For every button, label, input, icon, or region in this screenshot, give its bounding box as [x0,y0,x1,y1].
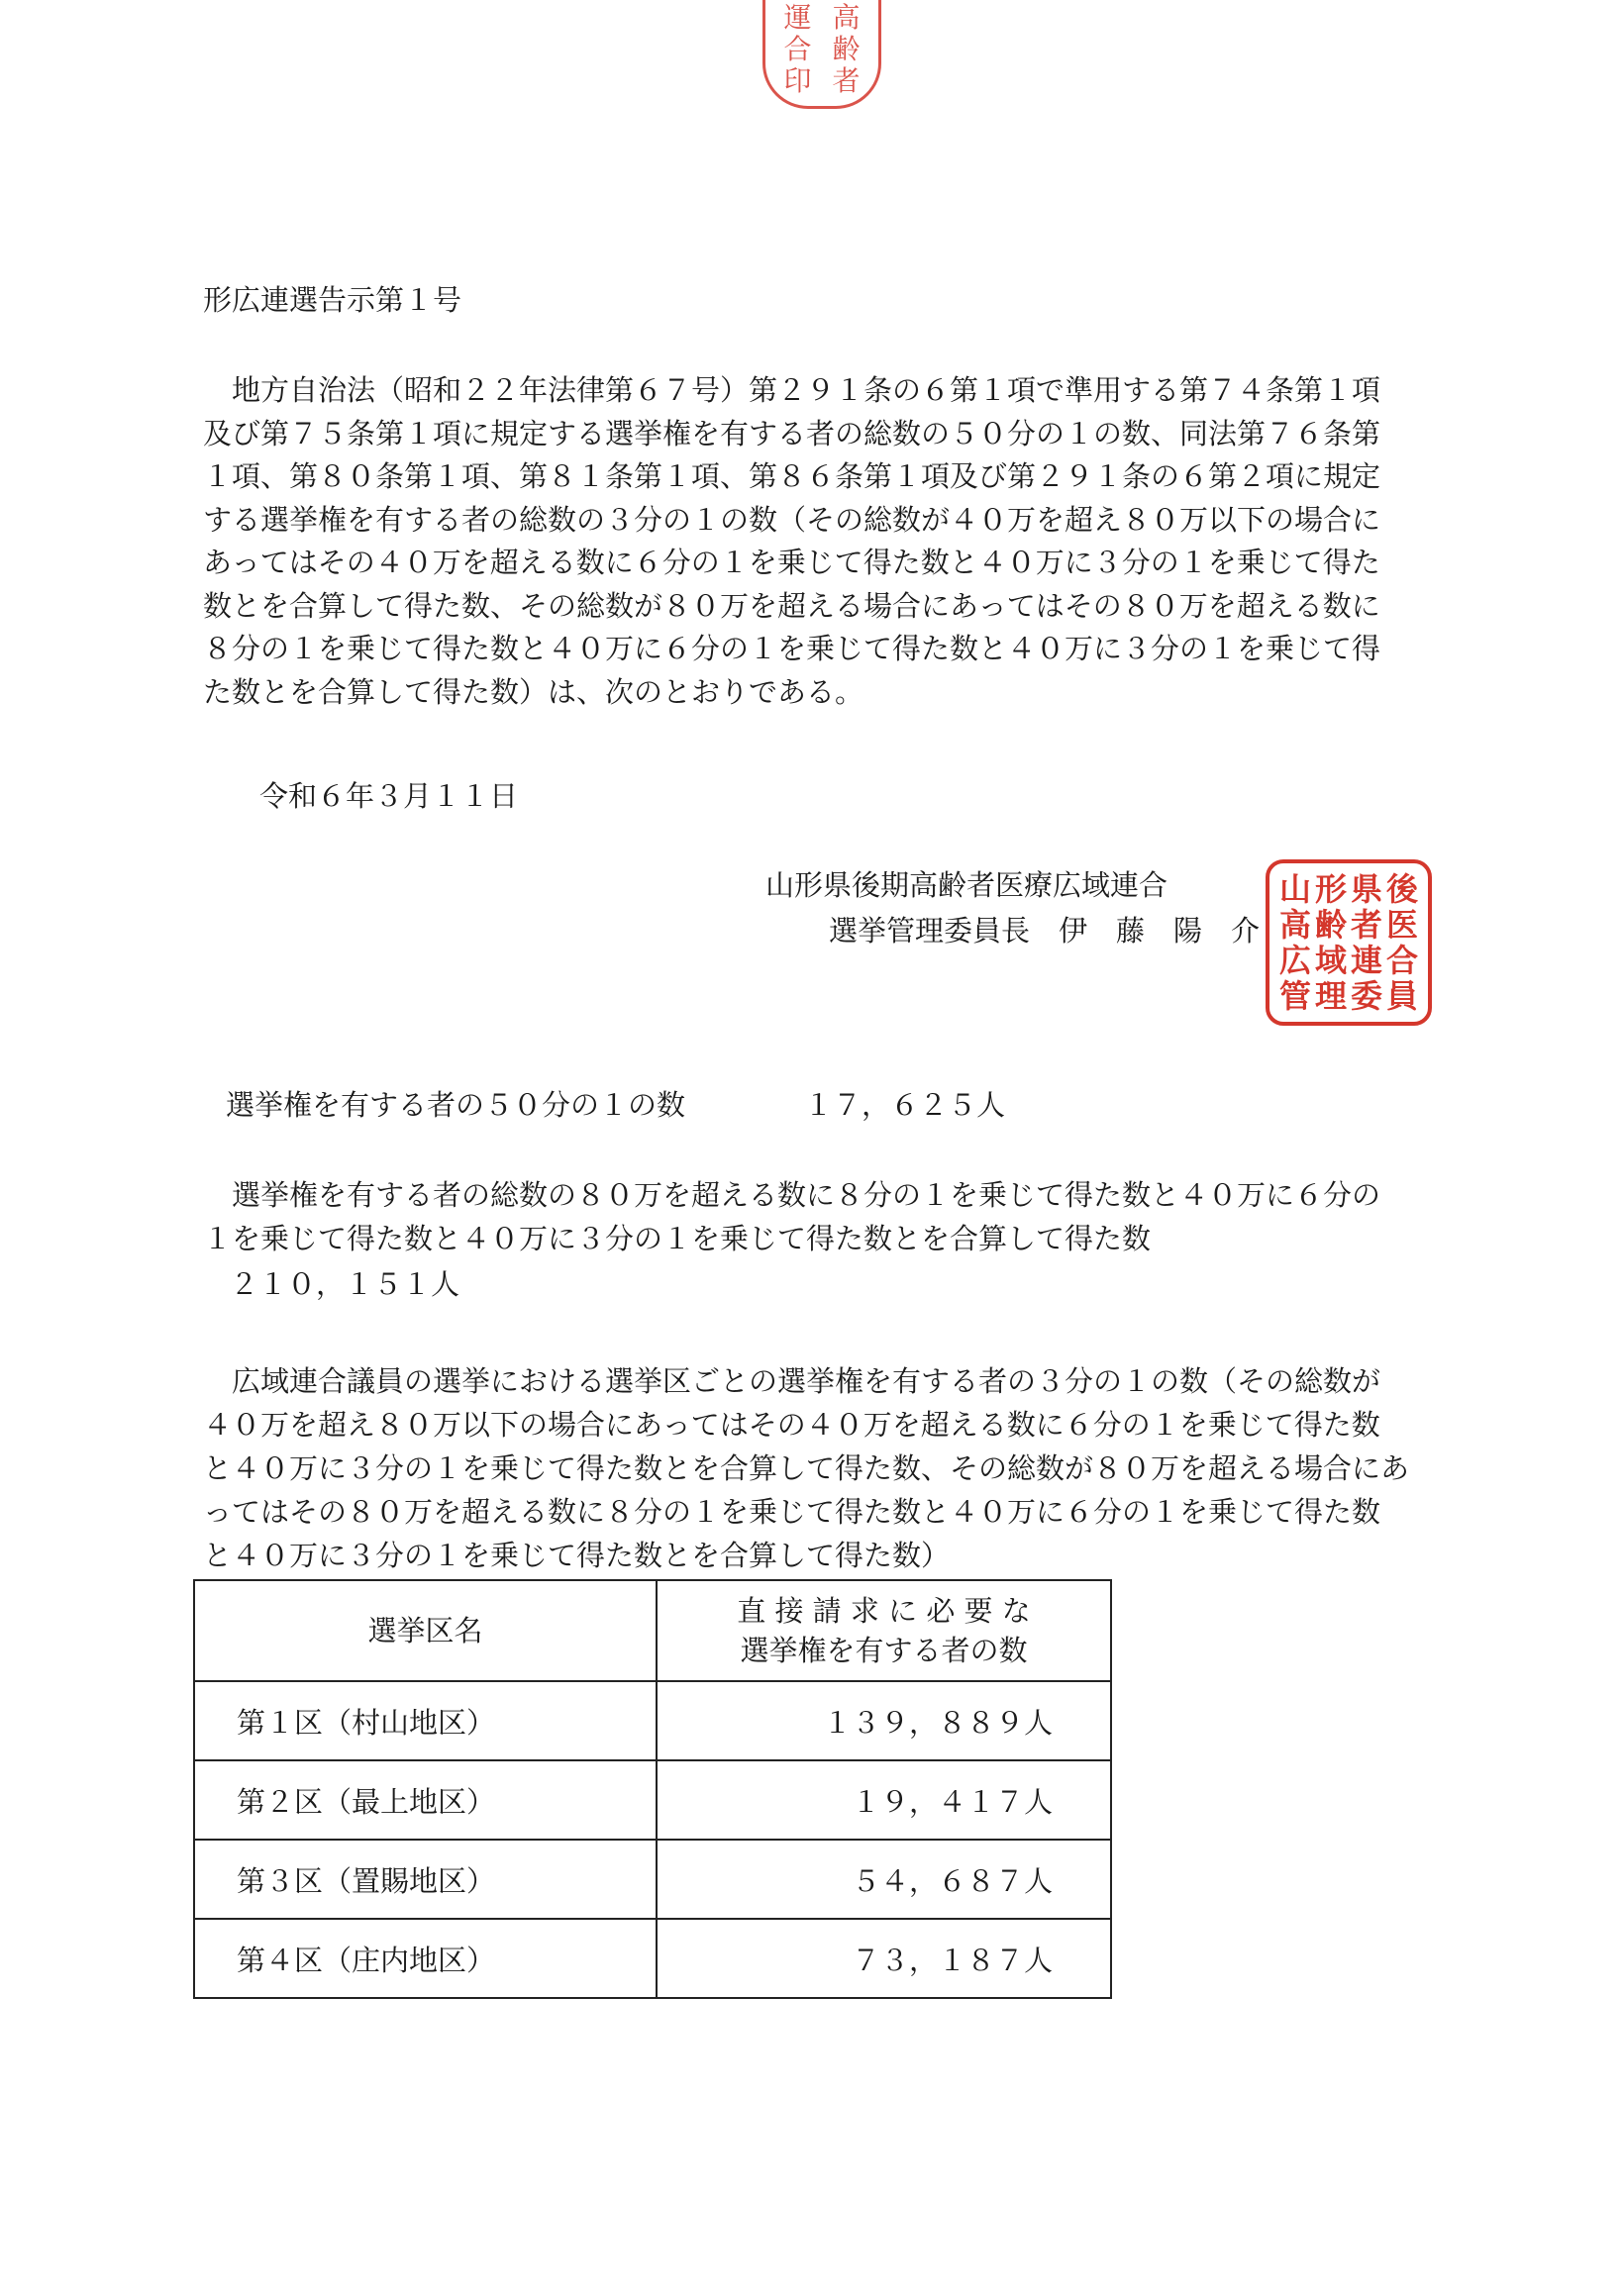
district-table [193,1579,1112,1999]
seal-char: 齢 [1314,906,1347,944]
seal-char: 域 [1314,942,1347,979]
seal-char: 合 [783,33,812,65]
table-header-row [194,1580,1111,1681]
official-seal-stamp [1266,859,1432,1026]
seal-char: 者 [832,64,861,97]
issuing-organization: 山形県後期高齢者医療広域連合 [765,868,1168,902]
section2-label: 選挙権を有する者の総数の８０万を超える数に８分の１を乗じて得た数と４０万に６分の １を乗じて得た数と４０万に３分の１を乗じて得た数とを合算して得た数 [203,1178,1381,1255]
seal-char: 理 [1314,977,1347,1015]
seal-char: 連 [1350,942,1382,979]
seal-char: 委 [1350,977,1382,1015]
section2-value: ２１０，１５１人 [230,1267,460,1301]
seal-char: 運 [783,1,812,34]
district-value: ７３，１８７人 [657,1919,1111,1998]
district-name: 第２区（最上地区） [194,1760,657,1840]
district-value: １３９，８８９人 [657,1681,1111,1760]
table-row [194,1681,1111,1760]
seal-char: 合 [1385,942,1418,979]
district-name: 第１区（村山地区） [194,1681,657,1760]
district-name: 第３区（置賜地区） [194,1840,657,1919]
district-value: ５４，６８７人 [657,1840,1111,1919]
notice-body: 地方自治法（昭和２２年法律第６７号）第２９１条の６第１項で準用する第７４条第１項 及び第７５条第１項に規定する選挙権を有する者の総数の５０分の１の数、同法第７６条第 １項、第８０条第１項、第８１条第１項、第８６条第１項及び第２９１条の６第２項に規定 する選挙権を有する者の総数の３分の１の数（その総数が４０万を超え８０万以下の場合に あってはその４０万を超える数に６分の１を乗じて得た数と４０万に３分の１を乗じて得た 数とを合算して得た数、その総数が８０万を超える場合にあってはその８０万を超える数に ８分の１を乗じて得た数と４０万に６分の１を乗じて得た数と４０万に３分の１を乗じて得 た数とを合算して得た数）は、次のとおりである。 [203,373,1381,709]
seal-char: 山 [1278,870,1311,908]
header-district-name: 選挙区名 [194,1580,657,1681]
section1-value: １７，６２５人 [804,1088,1006,1122]
seal-char: 者 [1350,906,1382,944]
committee-chair: 選挙管理委員長 伊 藤 陽 介 [829,914,1261,948]
district-name: 第４区（庄内地区） [194,1919,657,1998]
notice-date: 令和６年３月１１日 [259,779,519,813]
top-seal-stamp [762,0,881,109]
header-line: 直 接 請 求 に 必 要 な [737,1594,1031,1628]
header-required-count [657,1580,1111,1681]
header-line: 選挙権を有する者の数 [740,1634,1028,1667]
table-row [194,1760,1111,1840]
seal-char: 員 [1385,977,1418,1015]
seal-char: 形 [1314,870,1347,908]
seal-char: 医 [1385,906,1418,944]
table-row [194,1919,1111,1998]
district-value: １９，４１７人 [657,1760,1111,1840]
seal-char: 県 [1350,870,1382,908]
table-row [194,1840,1111,1919]
seal-char: 管 [1278,977,1311,1015]
seal-char: 広 [1278,942,1311,979]
section3-label: 広域連合議員の選挙における選挙区ごとの選挙権を有する者の３分の１の数（その総数が ４０万を超え８０万以下の場合にあってはその４０万を超える数に６分の１を乗じて得た数 と４０万に３分の１を乗じて得た数とを合算して得た数、その総数が８０万を超える場合にあ ってはその８０万を超える数に８分の１を乗じて得た数と４０万に６分の１を乗じて得た数 と４０万に３分の１を乗じて得た数とを合算して得た数） [203,1364,1410,1572]
notice-number: 形広連選告示第１号 [203,283,462,317]
seal-char: 後 [1385,870,1418,908]
seal-char: 印 [783,64,812,97]
seal-char: 高 [1278,906,1311,944]
section1-label: 選挙権を有する者の５０分の１の数 [226,1088,686,1122]
seal-char: 齢 [832,33,861,65]
seal-char: 高 [832,1,861,34]
